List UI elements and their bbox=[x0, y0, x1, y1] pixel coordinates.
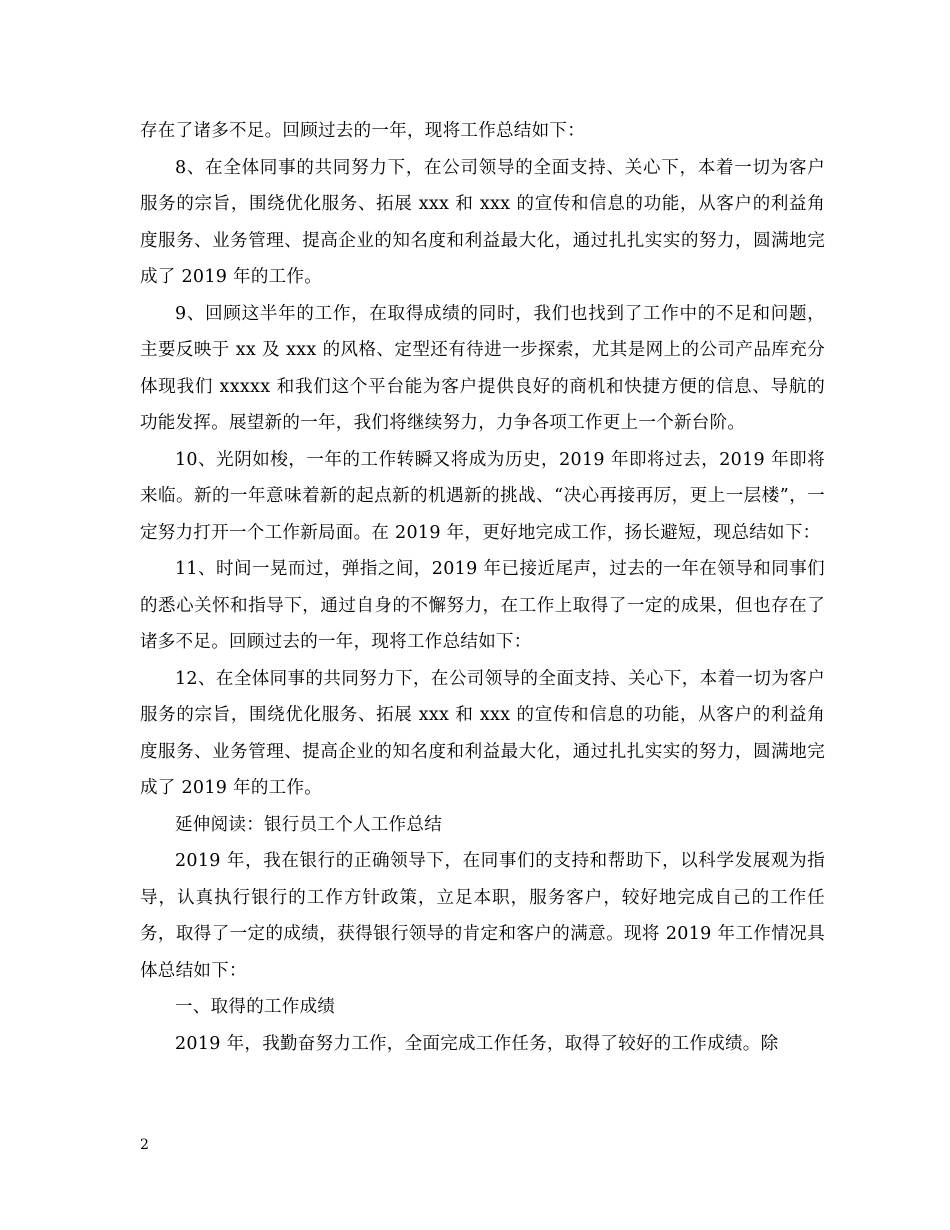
document-body bbox=[140, 113, 825, 1062]
paragraph-item-10: 10、光阴如梭，一年的工作转瞬又将成为历史，2019 年即将过去，2019 年即将来临。新的一年意味着新的起点新的机遇新的挑战、“决心再接再厉，更上一层楼”，一定努力打开一个工作新局面。在 2019 年，更好地完成工作，扬长避短，现总结如下： bbox=[140, 449, 825, 543]
extended-reading-heading: 延伸阅读：银行员工个人工作总结 bbox=[175, 814, 442, 835]
paragraph-item-11: 11、时间一晃而过，弹指之间，2019 年已接近尾声，过去的一年在领导和同事们的悉心关怀和指导下，通过自身的不懈努力，在工作上取得了一定的成果，但也存在了诸多不足。回顾过去的一年，现将工作总结如下： bbox=[140, 559, 825, 652]
page-number: 2 bbox=[140, 1137, 149, 1153]
paragraph-item-12: 12、在全体同事的共同努力下，在公司领导的全面支持、关心下，本着一切为客户服务的宗旨，围绕优化服务、拓展 xxx 和 xxx 的宣传和信息的功能，从客户的利益角度服务、业务管理、提高企业的知名度和利益最大化，通过扎扎实实的努力，圆满地完成了 2019 年的工作。 bbox=[140, 668, 825, 798]
paragraph-item-9: 9、回顾这半年的工作，在取得成绩的同时，我们也找到了工作中的不足和问题，主要反映于 xx 及 xxx 的风格、定型还有待进一步探索，尤其是网上的公司产品库充分体现我们 xxxxx 和我们这个平台能为客户提供良好的商机和快捷方便的信息、导航的功能发挥。展望新的一年，我们将继续努力，力争各项工作更上一个新台阶。 bbox=[140, 303, 825, 433]
paragraph-continuation: 存在了诸多不足。回顾过去的一年，现将工作总结如下： bbox=[140, 121, 585, 141]
paragraph-item-8: 8、在全体同事的共同努力下，在公司领导的全面支持、关心下，本着一切为客户服务的宗旨，围绕优化服务、拓展 xxx 和 xxx 的宣传和信息的功能，从客户的利益角度服务、业务管理、提高企业的知名度和利益最大化，通过扎扎实实的努力，圆满地完成了 2019 年的工作。 bbox=[140, 157, 825, 287]
section-heading-achievements: 一、取得的工作成绩 bbox=[175, 997, 336, 1017]
paragraph-achievements: 2019 年，我勤奋努力工作，全面完成工作任务，取得了较好的工作成绩。除 bbox=[175, 1033, 779, 1054]
paragraph-bank-summary-intro: 2019 年，我在银行的正确领导下，在同事们的支持和帮助下，以科学发展观为指导，认真执行银行的工作方针政策，立足本职，服务客户，较好地完成自己的工作任务，取得了一定的成绩，获得银行领导的肯定和客户的满意。现将 2019 年工作情况具体总结如下： bbox=[140, 851, 825, 981]
